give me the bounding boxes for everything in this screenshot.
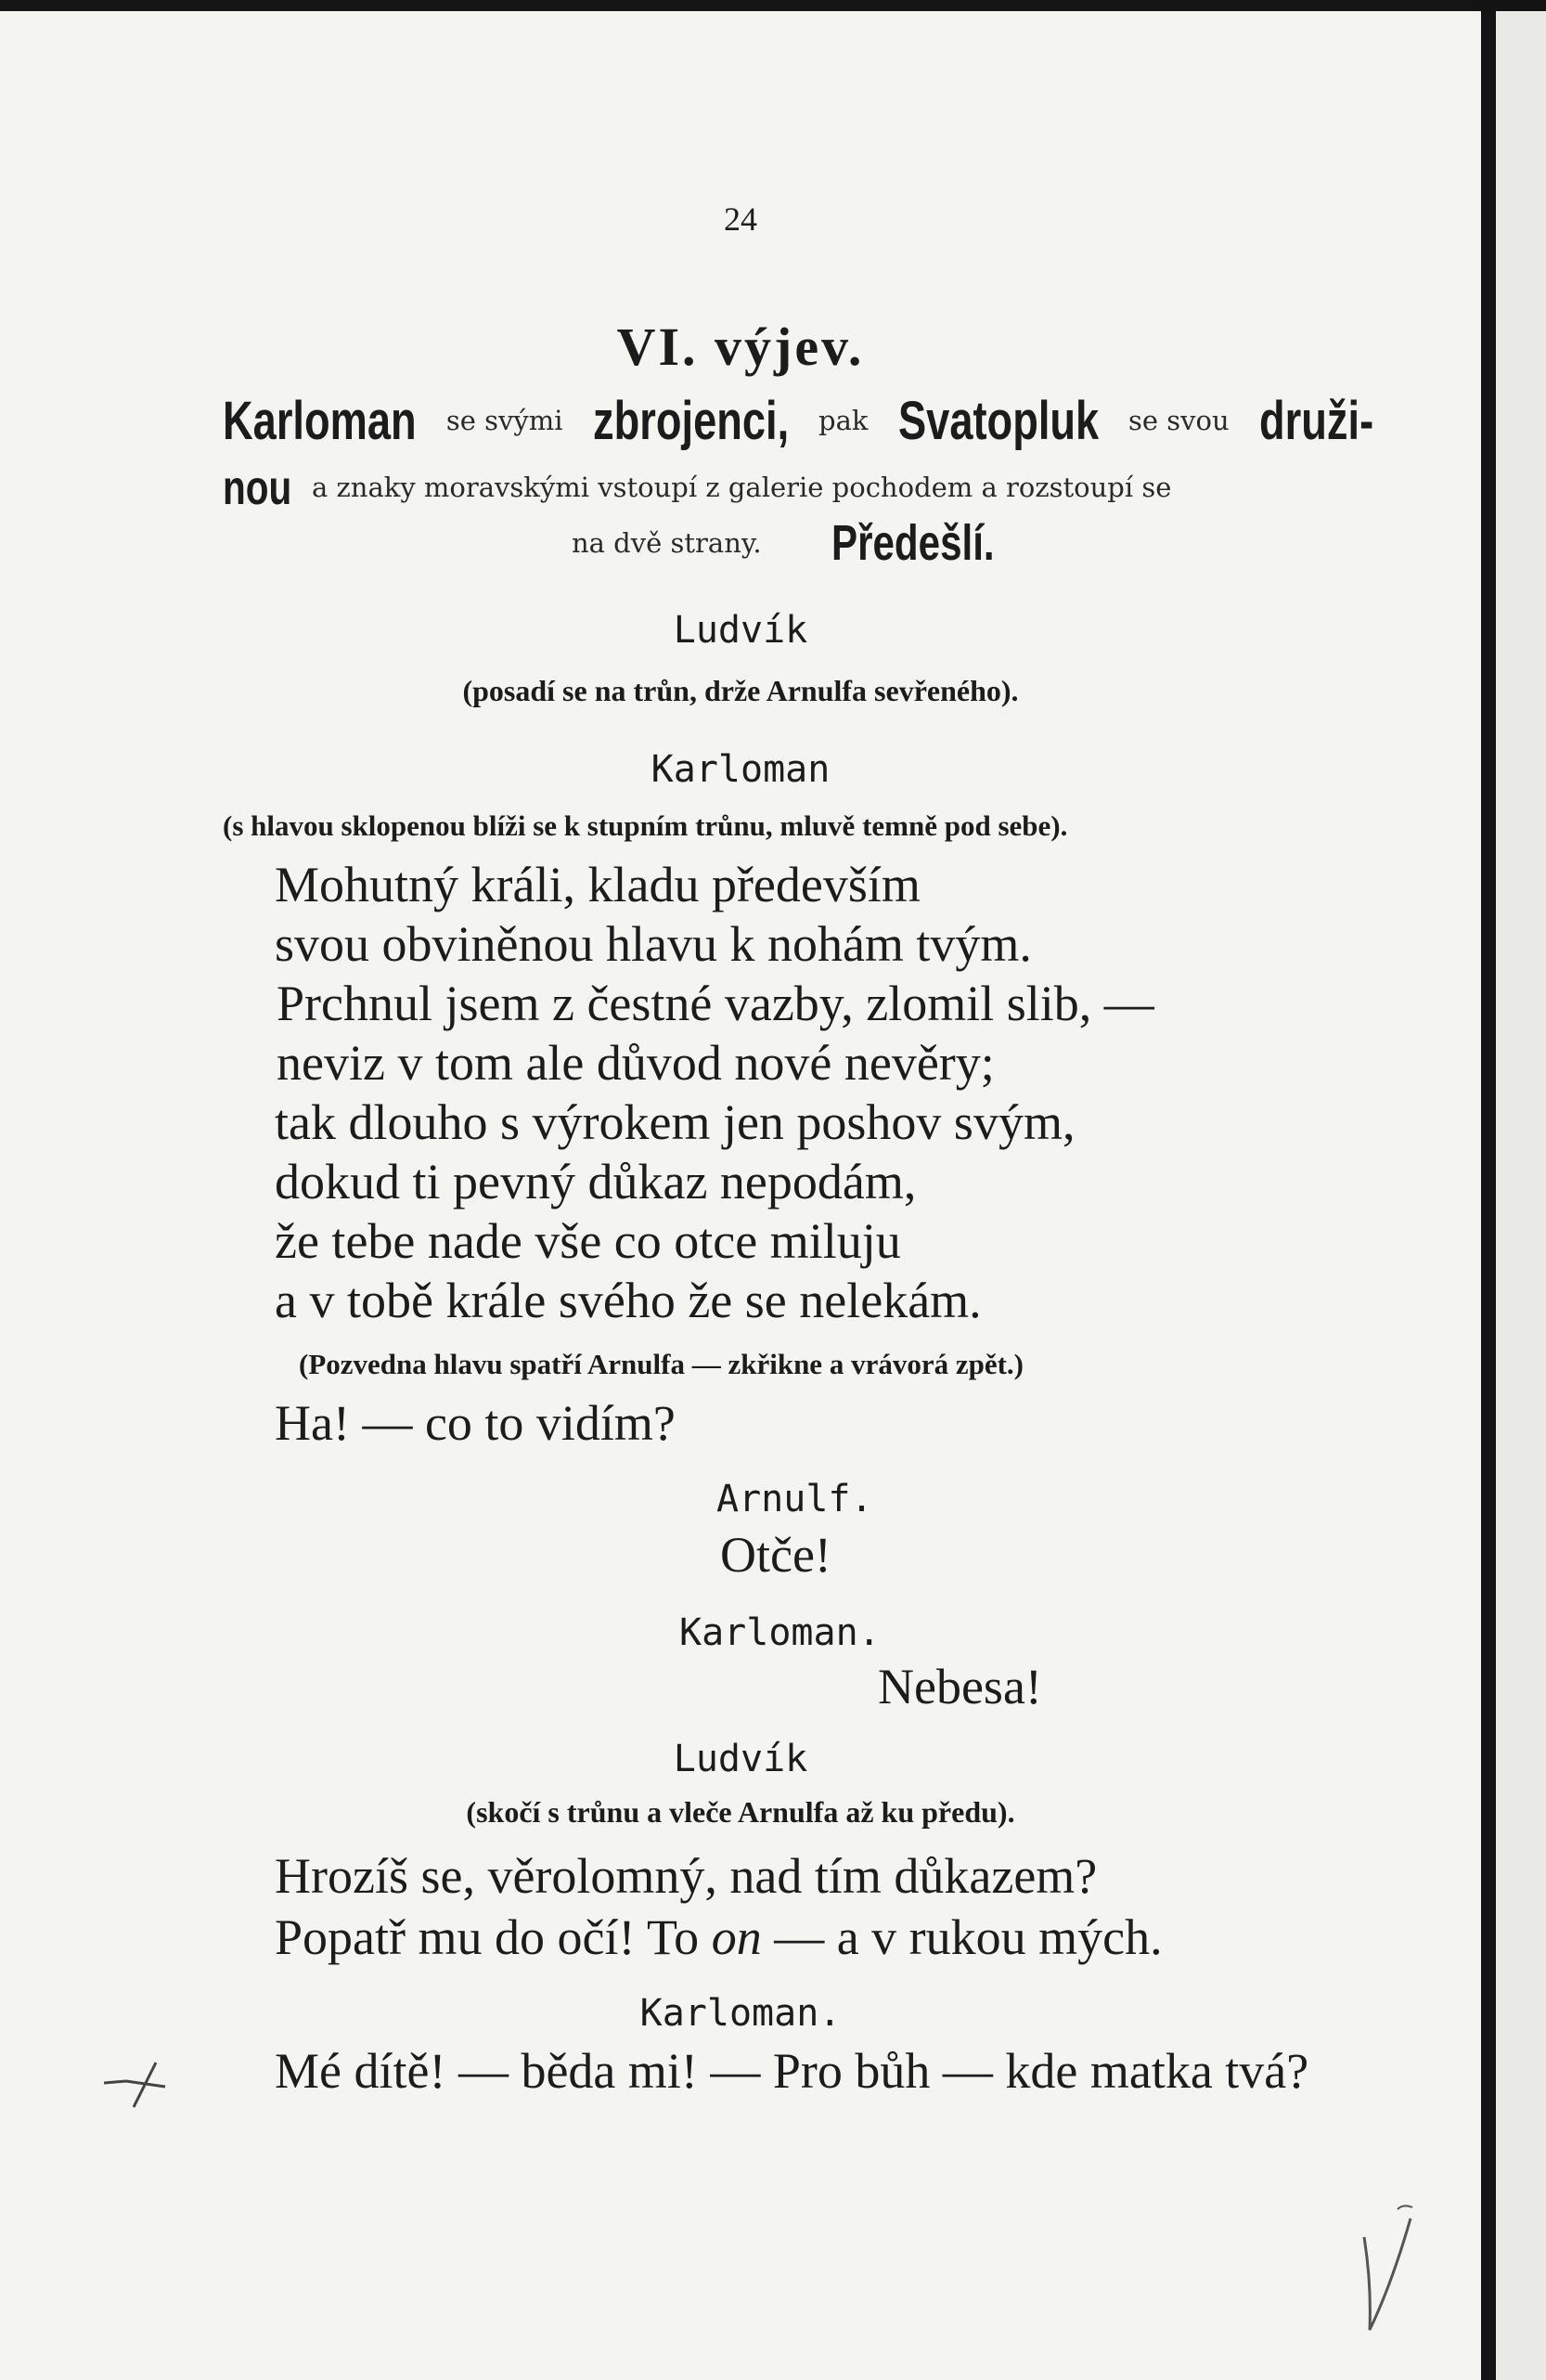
intro-big-word-predesli: Předešlí.: [831, 515, 995, 571]
stage-direction: (s hlavou sklopenou blíži se k stupním trůnu, mluvě temně pod sebe).: [223, 809, 1068, 842]
intro-big-word: nou: [223, 461, 292, 515]
intro-small-text: se svými: [437, 405, 572, 436]
facing-page-edge: [1496, 11, 1546, 2380]
verse-text: — a v rukou mých.: [761, 1909, 1163, 1965]
verse-line: dokud ti pevný důkaz nepodám,: [275, 1154, 917, 1209]
verse-line: Hrozíš se, věrolomný, nad tím důkazem?: [275, 1848, 1098, 1904]
speaker-ludvik: Ludvík: [673, 609, 808, 652]
verse-text: Popatř mu do očí! To: [275, 1909, 712, 1965]
intro-big-word: Karloman: [223, 391, 417, 451]
verse-line: tak dlouho s výrokem jen poshov svým,: [275, 1094, 1076, 1150]
scene-title: VI. výjev.: [616, 317, 865, 377]
verse-line: Nebesa!: [878, 1659, 1042, 1714]
scene-intro-line-1: [223, 390, 1373, 464]
intro-small-text: pak: [809, 405, 877, 436]
verse-line: Mohutný králi, kladu především: [275, 857, 921, 912]
verse-line: a v tobě krále svého že se nelekám.: [275, 1273, 982, 1328]
scene-intro-line-2-text: a znaky moravskými vstoupí z galerie pochodem a rozstoupí se: [312, 472, 1172, 503]
intro-small-text: se svou: [1119, 405, 1238, 436]
intro-big-word: Svatopluk: [897, 391, 1099, 451]
scene-intro-line-3-text: na dvě strany.: [572, 527, 762, 559]
verse-line: [275, 1908, 1163, 1966]
verse-line: Prchnul jsem z čestné vazby, zlomil slib, —: [277, 976, 1154, 1031]
verse-line: že tebe nade vše co otce miluju: [275, 1213, 901, 1269]
scene-intro-line-2: [223, 460, 311, 516]
speaker-ludvik: Ludvík: [673, 1738, 808, 1780]
intro-big-word: druži-: [1258, 391, 1373, 451]
verse-line: Ha! — co to vidím?: [275, 1395, 676, 1451]
emphasis: on: [711, 1909, 762, 1965]
stage-direction: (posadí se na trůn, drže Arnulfa sevřeného).: [462, 674, 1019, 707]
speaker-karloman: Karloman.: [679, 1611, 881, 1654]
stage-direction: (skočí s trůnu a vleče Arnulfa až ku předu).: [466, 1795, 1015, 1829]
pencil-cross-mark: [98, 2055, 182, 2111]
verse-line: Mé dítě! — běda mi! — Pro bůh — kde matka tvá?: [275, 2043, 1309, 2099]
verse-line: svou obviněnou hlavu k nohám tvým.: [275, 916, 1032, 972]
stage-direction: (Pozvedna hlavu spatří Arnulfa — zkřikne a vrávorá zpět.): [299, 1348, 1024, 1380]
scene-intro-line-3-big: [831, 514, 1040, 572]
page-number: 24: [724, 200, 757, 238]
verse-line: Otče!: [720, 1527, 831, 1583]
speaker-arnulf: Arnulf.: [716, 1478, 873, 1520]
verse-line: neviz v tom ale důvod nové nevěry;: [277, 1035, 995, 1091]
speaker-karloman: Karloman: [651, 748, 831, 791]
speaker-karloman: Karloman.: [639, 1992, 842, 2035]
pencil-check-mark: [1346, 2200, 1429, 2339]
intro-big-word: zbrojenci,: [592, 391, 789, 451]
